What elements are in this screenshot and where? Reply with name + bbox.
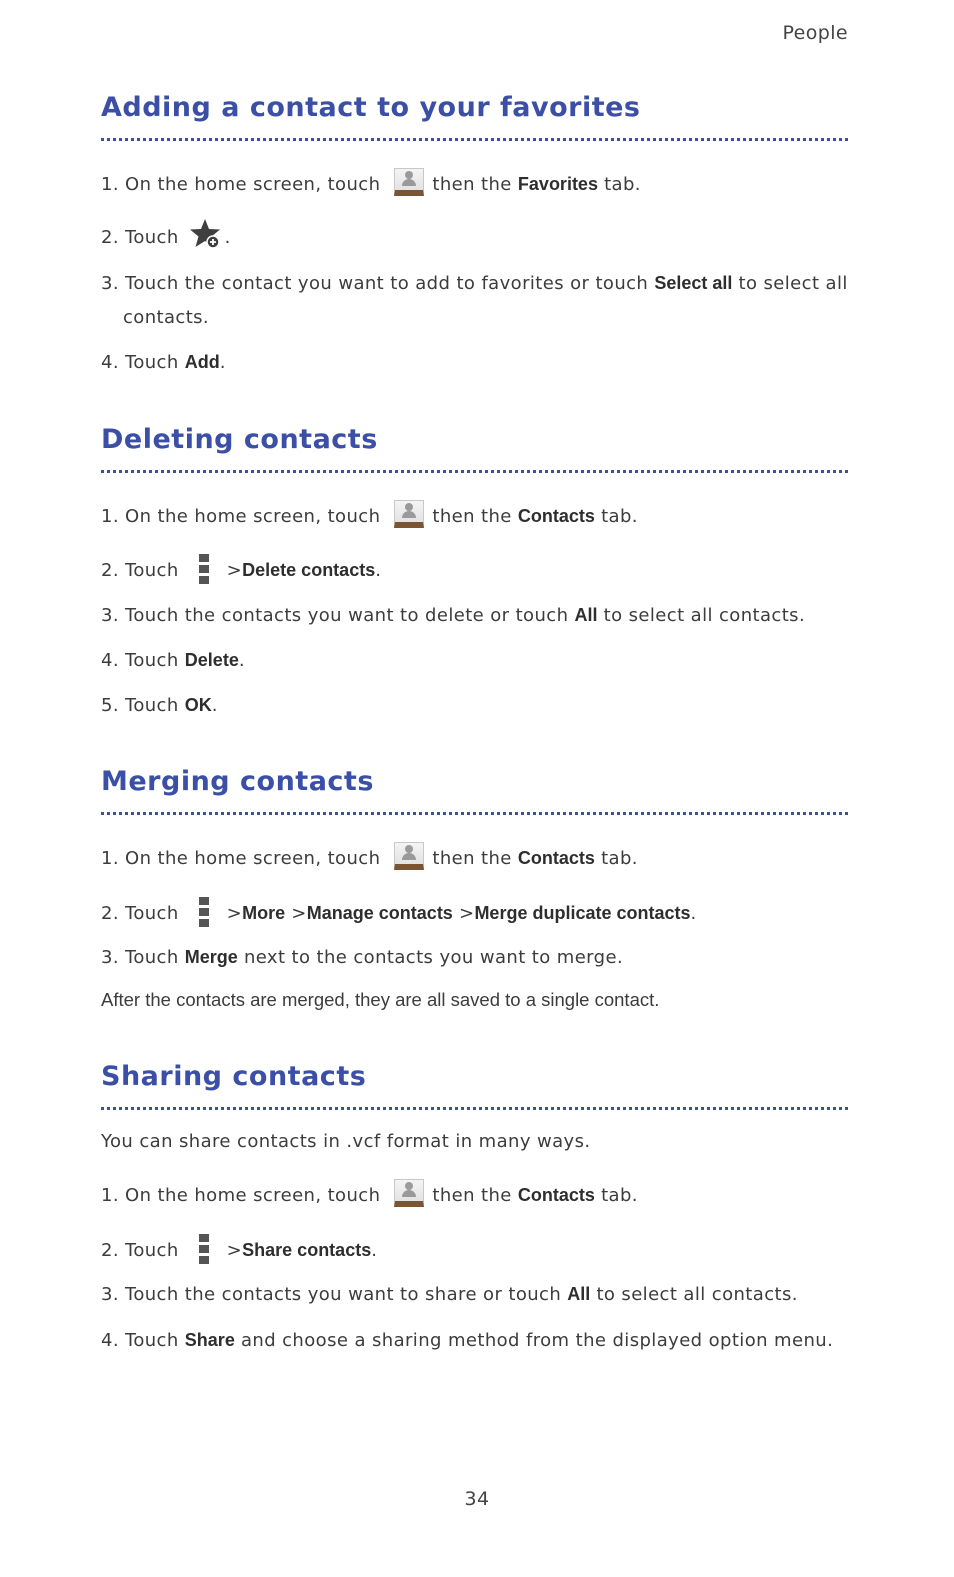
step-text: . xyxy=(371,1240,378,1261)
ui-term: Select all xyxy=(654,273,733,293)
section-divider xyxy=(101,470,848,473)
step-3 xyxy=(101,598,851,633)
step-1 xyxy=(101,1178,851,1213)
contacts-app-icon xyxy=(394,842,424,870)
separator: > xyxy=(458,903,475,924)
step-number: 2. xyxy=(101,903,119,924)
step-text: Touch xyxy=(125,650,179,671)
step-text: tab. xyxy=(601,1185,638,1206)
section-title-sharing: Sharing contacts xyxy=(101,1061,367,1092)
step-text: . xyxy=(211,695,218,716)
ui-term: Contacts xyxy=(517,506,595,526)
step-number: 1. xyxy=(101,506,119,527)
separator: > xyxy=(226,560,243,581)
step-number: 3. xyxy=(101,273,119,294)
step-text: and choose a sharing method from the displayed option menu. xyxy=(240,1330,834,1351)
step-text: Touch xyxy=(125,227,179,248)
step-1 xyxy=(101,841,851,876)
step-text: tab. xyxy=(601,848,638,869)
section-divider xyxy=(101,138,848,141)
contacts-app-icon xyxy=(394,1179,424,1207)
step-text: then the xyxy=(432,174,512,195)
merge-note: After the contacts are merged, they are all saved to a single contact. xyxy=(101,989,660,1010)
step-text: tab. xyxy=(604,174,641,195)
step-text: tab. xyxy=(601,506,638,527)
page-number: 34 xyxy=(464,1488,490,1510)
step-2 xyxy=(101,553,851,588)
step-text: On the home screen, touch xyxy=(125,1185,381,1206)
step-text: then the xyxy=(432,848,512,869)
ui-term: Contacts xyxy=(517,1185,595,1205)
separator: > xyxy=(291,903,307,924)
step-3 xyxy=(101,266,868,335)
ui-term: All xyxy=(567,1284,591,1304)
section-title-deleting: Deleting contacts xyxy=(101,424,378,455)
contacts-app-icon xyxy=(394,500,424,528)
ui-term: Delete contacts xyxy=(242,560,376,580)
step-text: Touch xyxy=(125,352,179,373)
more-vert-icon xyxy=(199,554,209,584)
step-number: 4. xyxy=(101,650,119,671)
step-number: 1. xyxy=(101,848,119,869)
more-vert-icon xyxy=(199,897,209,927)
step-text: On the home screen, touch xyxy=(125,506,381,527)
section-title-merging: Merging contacts xyxy=(101,766,374,797)
ui-term: All xyxy=(574,605,598,625)
step-number: 2. xyxy=(101,1240,119,1261)
step-text: to select all contacts. xyxy=(123,273,848,328)
section-divider xyxy=(101,1107,848,1110)
step-text: Touch xyxy=(125,695,179,716)
step-text: Touch the contacts you want to share or touch xyxy=(125,1284,562,1305)
step-text: On the home screen, touch xyxy=(125,848,381,869)
step-text: . xyxy=(219,352,226,373)
step-number: 2. xyxy=(101,227,119,248)
step-number: 3. xyxy=(101,605,119,626)
step-text: . xyxy=(238,650,245,671)
contacts-app-icon xyxy=(394,168,424,196)
step-number: 1. xyxy=(101,1185,119,1206)
ui-term: OK xyxy=(184,695,212,715)
step-number: 4. xyxy=(101,1330,119,1351)
ui-term: Delete xyxy=(184,650,239,670)
step-3 xyxy=(101,940,851,975)
step-text: Touch xyxy=(125,560,179,581)
step-number: 3. xyxy=(101,947,119,968)
step-2 xyxy=(101,221,851,255)
separator: > xyxy=(226,1240,243,1261)
step-text: Touch xyxy=(125,1330,179,1351)
step-text: then the xyxy=(432,506,512,527)
step-text: to select all contacts. xyxy=(596,1284,798,1305)
star-add-icon xyxy=(189,217,223,251)
step-number: 1. xyxy=(101,174,119,195)
ui-term: Share contacts xyxy=(242,1240,372,1260)
step-1 xyxy=(101,499,851,534)
step-text: . xyxy=(690,903,697,924)
separator: > xyxy=(226,903,243,924)
step-text: Touch xyxy=(125,947,179,968)
step-text: then the xyxy=(432,1185,512,1206)
step-text: Touch xyxy=(125,903,179,924)
step-text: Touch the contact you want to add to favorites or touch xyxy=(125,273,649,294)
sharing-intro: You can share contacts in .vcf format in many ways. xyxy=(101,1131,591,1152)
step-5 xyxy=(101,688,851,723)
step-4 xyxy=(101,1323,851,1358)
ui-term: Manage contacts xyxy=(306,903,453,923)
ui-term: Share xyxy=(184,1330,235,1350)
step-4 xyxy=(101,345,851,380)
step-number: 3. xyxy=(101,1284,119,1305)
step-2 xyxy=(101,1233,851,1268)
step-number: 2. xyxy=(101,560,119,581)
step-text: to select all contacts. xyxy=(603,605,806,626)
ui-term: More xyxy=(242,903,286,923)
step-text: Touch the contacts you want to delete or touch xyxy=(125,605,569,626)
step-text: On the home screen, touch xyxy=(125,174,381,195)
chapter-title: People xyxy=(782,22,848,44)
section-divider xyxy=(101,812,848,815)
step-text: next to the contacts you want to merge. xyxy=(243,947,624,968)
step-2 xyxy=(101,896,851,931)
ui-term: Merge duplicate contacts xyxy=(474,903,691,923)
step-text: . xyxy=(375,560,382,581)
ui-term: Add xyxy=(184,352,220,372)
section-title-favorites: Adding a contact to your favorites xyxy=(101,92,641,123)
step-3 xyxy=(101,1277,851,1312)
step-text: Touch xyxy=(125,1240,179,1261)
step-1 xyxy=(101,167,851,202)
ui-term: Merge xyxy=(184,947,238,967)
step-number: 5. xyxy=(101,695,119,716)
step-number: 4. xyxy=(101,352,119,373)
ui-term: Contacts xyxy=(517,848,595,868)
ui-term: Favorites xyxy=(517,174,598,194)
step-text: . xyxy=(224,227,231,248)
step-4 xyxy=(101,643,851,678)
more-vert-icon xyxy=(199,1234,209,1264)
